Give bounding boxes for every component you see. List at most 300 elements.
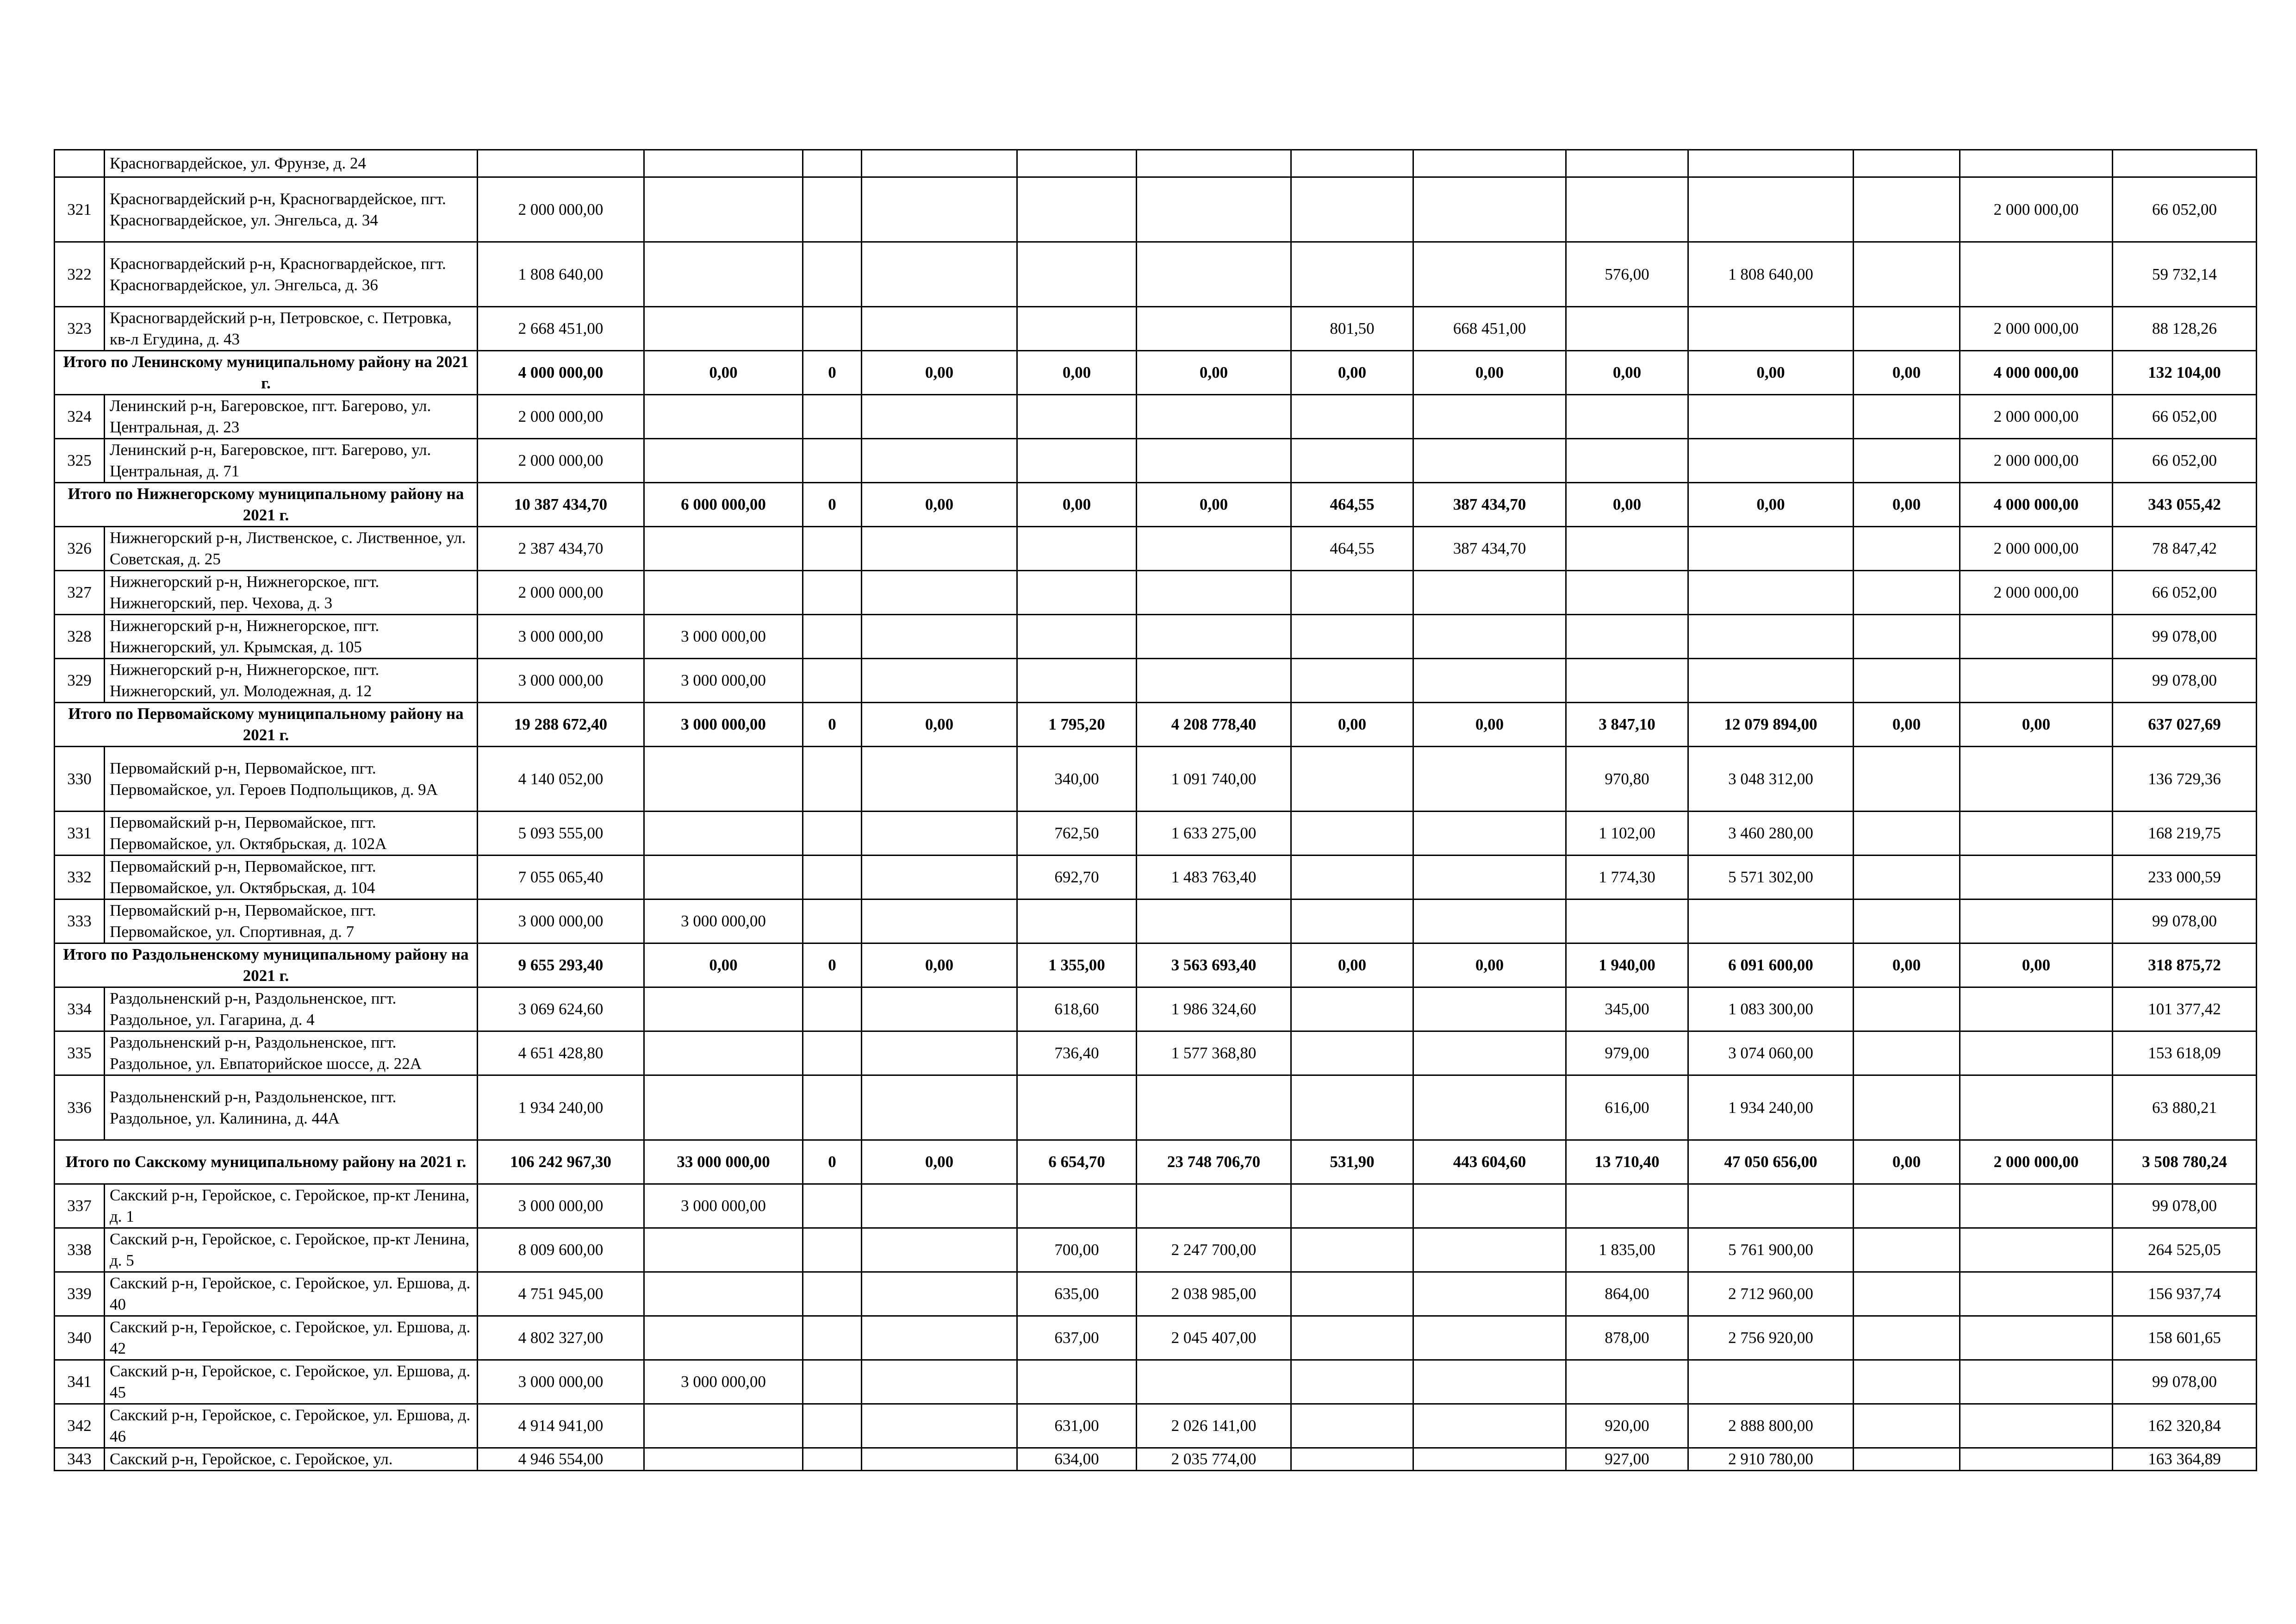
row-number: 341 — [55, 1360, 105, 1404]
value-cell: 6 654,70 — [1017, 1140, 1137, 1184]
value-cell: 920,00 — [1566, 1404, 1688, 1448]
value-cell: 136 729,36 — [2113, 747, 2257, 812]
value-cell: 0,00 — [1960, 943, 2113, 987]
value-cell — [1137, 439, 1291, 483]
value-cell: 158 601,65 — [2113, 1316, 2257, 1360]
value-cell — [1413, 1031, 1566, 1075]
value-cell: 2 247 700,00 — [1137, 1228, 1291, 1272]
value-cell — [1688, 395, 1854, 439]
value-cell — [803, 987, 862, 1031]
address-cell: Раздольненский р-н, Раздольненское, пгт. Раздольное, ул. Гагарина, д. 4 — [105, 987, 478, 1031]
value-cell — [1960, 856, 2113, 899]
value-cell: 616,00 — [1566, 1075, 1688, 1140]
value-cell: 3 000 000,00 — [478, 659, 644, 703]
value-cell — [862, 307, 1017, 351]
value-cell — [644, 527, 803, 571]
value-cell — [1854, 1075, 1960, 1140]
value-cell: 970,80 — [1566, 747, 1688, 812]
subtotal-row — [55, 703, 2257, 747]
table-row — [55, 987, 2257, 1031]
value-cell: 0 — [803, 703, 862, 747]
value-cell — [1854, 1031, 1960, 1075]
value-cell: 9 655 293,40 — [478, 943, 644, 987]
value-cell: 1 940,00 — [1566, 943, 1688, 987]
value-cell — [862, 812, 1017, 856]
value-cell — [1566, 177, 1688, 242]
table-row — [55, 1031, 2257, 1075]
value-cell: 4 208 778,40 — [1137, 703, 1291, 747]
value-cell: 0,00 — [1137, 483, 1291, 527]
value-cell — [1688, 177, 1854, 242]
value-cell — [1413, 747, 1566, 812]
value-cell — [1688, 150, 1854, 177]
value-cell — [803, 1448, 862, 1471]
value-cell — [1137, 307, 1291, 351]
row-number: 329 — [55, 659, 105, 703]
value-cell: 0,00 — [862, 483, 1017, 527]
value-cell — [1854, 1184, 1960, 1228]
value-cell — [1566, 615, 1688, 659]
subtotal-label: Итого по Первомайскому муниципальному району на 2021 г. — [55, 703, 478, 747]
value-cell: 168 219,75 — [2113, 812, 2257, 856]
address-cell: Нижнегорский р-н, Нижнегорское, пгт. Нижнегорский, ул. Молодежная, д. 12 — [105, 659, 478, 703]
value-cell: 1 808 640,00 — [478, 242, 644, 307]
value-cell: 0,00 — [1854, 703, 1960, 747]
value-cell — [1566, 1184, 1688, 1228]
value-cell — [1960, 1075, 2113, 1140]
value-cell — [1137, 1360, 1291, 1404]
value-cell: 12 079 894,00 — [1688, 703, 1854, 747]
value-cell — [1413, 1404, 1566, 1448]
value-cell — [478, 150, 644, 177]
value-cell: 162 320,84 — [2113, 1404, 2257, 1448]
value-cell — [1854, 747, 1960, 812]
row-number: 322 — [55, 242, 105, 307]
value-cell — [1017, 527, 1137, 571]
value-cell: 3 847,10 — [1566, 703, 1688, 747]
value-cell: 531,90 — [1291, 1140, 1413, 1184]
value-cell — [803, 150, 862, 177]
value-cell: 0 — [803, 483, 862, 527]
value-cell — [1960, 1228, 2113, 1272]
value-cell: 3 000 000,00 — [644, 615, 803, 659]
value-cell — [1413, 150, 1566, 177]
value-cell: 2 712 960,00 — [1688, 1272, 1854, 1316]
value-cell: 3 000 000,00 — [478, 899, 644, 943]
value-cell: 0,00 — [1960, 703, 2113, 747]
value-cell — [1137, 899, 1291, 943]
value-cell: 2 000 000,00 — [1960, 439, 2113, 483]
address-cell: Первомайский р-н, Первомайское, пгт. Первомайское, ул. Октябрьская, д. 104 — [105, 856, 478, 899]
value-cell — [1413, 987, 1566, 1031]
value-cell: 66 052,00 — [2113, 439, 2257, 483]
value-cell — [644, 1404, 803, 1448]
value-cell: 576,00 — [1566, 242, 1688, 307]
value-cell — [1566, 150, 1688, 177]
value-cell — [1854, 527, 1960, 571]
value-cell — [1566, 1360, 1688, 1404]
value-cell: 66 052,00 — [2113, 395, 2257, 439]
value-cell: 99 078,00 — [2113, 1184, 2257, 1228]
value-cell: 0 — [803, 943, 862, 987]
value-cell: 2 026 141,00 — [1137, 1404, 1291, 1448]
value-cell: 1 483 763,40 — [1137, 856, 1291, 899]
value-cell — [1017, 150, 1137, 177]
value-cell: 387 434,70 — [1413, 483, 1566, 527]
value-cell: 2 000 000,00 — [1960, 571, 2113, 615]
value-cell — [1960, 747, 2113, 812]
row-number: 332 — [55, 856, 105, 899]
value-cell: 99 078,00 — [2113, 659, 2257, 703]
value-cell — [1137, 395, 1291, 439]
row-number: 321 — [55, 177, 105, 242]
value-cell: 318 875,72 — [2113, 943, 2257, 987]
value-cell: 2 038 985,00 — [1137, 1272, 1291, 1316]
value-cell: 2 035 774,00 — [1137, 1448, 1291, 1471]
value-cell — [1566, 571, 1688, 615]
address-cell: Красногвардейский р-н, Красногвардейское, пгт. Красногвардейское, ул. Энгельса, д. 36 — [105, 242, 478, 307]
value-cell — [1960, 659, 2113, 703]
address-cell: Красногвардейское, ул. Фрунзе, д. 24 — [105, 150, 478, 177]
value-cell: 0 — [803, 351, 862, 395]
value-cell: 2 000 000,00 — [1960, 307, 2113, 351]
value-cell: 637 027,69 — [2113, 703, 2257, 747]
value-cell: 2 000 000,00 — [1960, 527, 2113, 571]
value-cell: 7 055 065,40 — [478, 856, 644, 899]
value-cell — [862, 747, 1017, 812]
value-cell: 464,55 — [1291, 483, 1413, 527]
table-row — [55, 1448, 2257, 1471]
value-cell — [1291, 242, 1413, 307]
value-cell — [1688, 899, 1854, 943]
value-cell — [1291, 615, 1413, 659]
value-cell: 4 802 327,00 — [478, 1316, 644, 1360]
address-cell: Сакский р-н, Геройское, с. Геройское, пр-кт Ленина, д. 1 — [105, 1184, 478, 1228]
row-number: 333 — [55, 899, 105, 943]
value-cell: 66 052,00 — [2113, 177, 2257, 242]
value-cell: 4 751 945,00 — [478, 1272, 644, 1316]
value-cell — [1688, 527, 1854, 571]
value-cell: 3 000 000,00 — [478, 615, 644, 659]
value-cell — [803, 1031, 862, 1075]
value-cell: 3 048 312,00 — [1688, 747, 1854, 812]
value-cell — [803, 1404, 862, 1448]
value-cell — [862, 1360, 1017, 1404]
value-cell: 3 508 780,24 — [2113, 1140, 2257, 1184]
value-cell: 8 009 600,00 — [478, 1228, 644, 1272]
value-cell: 0,00 — [1413, 703, 1566, 747]
value-cell — [1854, 439, 1960, 483]
value-cell — [803, 571, 862, 615]
value-cell: 99 078,00 — [2113, 1360, 2257, 1404]
value-cell — [1413, 659, 1566, 703]
value-cell — [1413, 395, 1566, 439]
value-cell — [644, 1228, 803, 1272]
value-cell — [862, 899, 1017, 943]
value-cell — [644, 242, 803, 307]
value-cell — [1854, 177, 1960, 242]
subtotal-row — [55, 1140, 2257, 1184]
value-cell — [862, 150, 1017, 177]
table-row — [55, 150, 2257, 177]
value-cell — [644, 812, 803, 856]
value-cell — [644, 1272, 803, 1316]
value-cell: 66 052,00 — [2113, 571, 2257, 615]
value-cell — [803, 1184, 862, 1228]
row-number: 337 — [55, 1184, 105, 1228]
value-cell: 2 668 451,00 — [478, 307, 644, 351]
value-cell — [1413, 1228, 1566, 1272]
value-cell: 63 880,21 — [2113, 1075, 2257, 1140]
row-number: 339 — [55, 1272, 105, 1316]
row-number: 334 — [55, 987, 105, 1031]
value-cell: 3 074 060,00 — [1688, 1031, 1854, 1075]
value-cell — [803, 856, 862, 899]
address-cell: Нижнегорский р-н, Лиственское, с. Лиственное, ул. Советская, д. 25 — [105, 527, 478, 571]
value-cell — [862, 571, 1017, 615]
value-cell: 1 102,00 — [1566, 812, 1688, 856]
value-cell: 343 055,42 — [2113, 483, 2257, 527]
value-cell — [1291, 747, 1413, 812]
value-cell — [1854, 150, 1960, 177]
address-cell: Сакский р-н, Геройское, с. Геройское, пр-кт Ленина, д. 5 — [105, 1228, 478, 1272]
address-cell: Нижнегорский р-н, Нижнегорское, пгт. Нижнегорский, пер. Чехова, д. 3 — [105, 571, 478, 615]
value-cell — [1291, 150, 1413, 177]
value-cell — [862, 1448, 1017, 1471]
value-cell — [644, 395, 803, 439]
value-cell — [1137, 659, 1291, 703]
value-cell: 927,00 — [1566, 1448, 1688, 1471]
value-cell — [1854, 615, 1960, 659]
value-cell: 668 451,00 — [1413, 307, 1566, 351]
value-cell: 2 000 000,00 — [478, 571, 644, 615]
value-cell — [1960, 899, 2113, 943]
value-cell: 0,00 — [1566, 351, 1688, 395]
subtotal-row — [55, 943, 2257, 987]
value-cell: 0,00 — [1688, 483, 1854, 527]
value-cell — [1960, 1031, 2113, 1075]
address-cell: Раздольненский р-н, Раздольненское, пгт. Раздольное, ул. Калинина, д. 44А — [105, 1075, 478, 1140]
value-cell: 2 000 000,00 — [478, 395, 644, 439]
value-cell — [1960, 1272, 2113, 1316]
value-cell — [1017, 615, 1137, 659]
table-row — [55, 527, 2257, 571]
table-row — [55, 395, 2257, 439]
value-cell — [644, 1031, 803, 1075]
table-row — [55, 1360, 2257, 1404]
value-cell: 2 888 800,00 — [1688, 1404, 1854, 1448]
value-cell: 2 000 000,00 — [1960, 177, 2113, 242]
value-cell — [1688, 615, 1854, 659]
value-cell — [1291, 987, 1413, 1031]
value-cell — [803, 307, 862, 351]
table-row — [55, 856, 2257, 899]
value-cell — [803, 177, 862, 242]
value-cell — [1854, 1272, 1960, 1316]
row-number: 340 — [55, 1316, 105, 1360]
value-cell: 33 000 000,00 — [644, 1140, 803, 1184]
value-cell — [1960, 812, 2113, 856]
value-cell: 1 774,30 — [1566, 856, 1688, 899]
value-cell — [803, 527, 862, 571]
value-cell: 618,60 — [1017, 987, 1137, 1031]
address-cell: Раздольненский р-н, Раздольненское, пгт. Раздольное, ул. Евпаторийское шоссе, д. 22А — [105, 1031, 478, 1075]
value-cell — [862, 1316, 1017, 1360]
value-cell: 0,00 — [1413, 351, 1566, 395]
value-cell — [803, 812, 862, 856]
address-cell: Первомайский р-н, Первомайское, пгт. Первомайское, ул. Героев Подпольщиков, д. 9А — [105, 747, 478, 812]
table-row — [55, 177, 2257, 242]
table-row — [55, 1228, 2257, 1272]
value-cell: 0,00 — [862, 703, 1017, 747]
address-cell: Сакский р-н, Геройское, с. Геройское, ул. Ершова, д. 45 — [105, 1360, 478, 1404]
table-row — [55, 1184, 2257, 1228]
value-cell: 2 000 000,00 — [478, 439, 644, 483]
value-cell: 2 387 434,70 — [478, 527, 644, 571]
value-cell — [862, 439, 1017, 483]
value-cell — [1960, 1360, 2113, 1404]
table-row — [55, 1404, 2257, 1448]
value-cell — [1017, 899, 1137, 943]
value-cell — [1566, 439, 1688, 483]
value-cell: 736,40 — [1017, 1031, 1137, 1075]
value-cell — [1688, 307, 1854, 351]
value-cell — [1291, 1404, 1413, 1448]
value-cell: 0,00 — [862, 351, 1017, 395]
value-cell: 3 000 000,00 — [644, 899, 803, 943]
value-cell: 3 000 000,00 — [644, 659, 803, 703]
value-cell — [1413, 177, 1566, 242]
value-cell: 2 045 407,00 — [1137, 1316, 1291, 1360]
value-cell: 99 078,00 — [2113, 899, 2257, 943]
value-cell: 13 710,40 — [1566, 1140, 1688, 1184]
value-cell: 1 633 275,00 — [1137, 812, 1291, 856]
value-cell: 0,00 — [644, 943, 803, 987]
table-row — [55, 307, 2257, 351]
value-cell — [1137, 150, 1291, 177]
value-cell — [803, 899, 862, 943]
subtotal-label: Итого по Нижнегорскому муниципальному району на 2021 г. — [55, 483, 478, 527]
value-cell — [1854, 395, 1960, 439]
value-cell — [1291, 1272, 1413, 1316]
value-cell: 4 914 941,00 — [478, 1404, 644, 1448]
value-cell — [1413, 1316, 1566, 1360]
value-cell — [862, 1031, 1017, 1075]
value-cell — [644, 747, 803, 812]
table-row — [55, 659, 2257, 703]
value-cell: 1 934 240,00 — [478, 1075, 644, 1140]
value-cell: 345,00 — [1566, 987, 1688, 1031]
value-cell — [1413, 1184, 1566, 1228]
table-row — [55, 571, 2257, 615]
value-cell — [1566, 307, 1688, 351]
value-cell: 700,00 — [1017, 1228, 1137, 1272]
value-cell — [1291, 1075, 1413, 1140]
value-cell: 864,00 — [1566, 1272, 1688, 1316]
value-cell — [1566, 395, 1688, 439]
value-cell — [1960, 1184, 2113, 1228]
row-number: 324 — [55, 395, 105, 439]
row-number: 325 — [55, 439, 105, 483]
program-table — [54, 149, 2257, 1471]
value-cell — [1291, 1448, 1413, 1471]
address-cell: Первомайский р-н, Первомайское, пгт. Первомайское, ул. Октябрьская, д. 102А — [105, 812, 478, 856]
value-cell — [1854, 571, 1960, 615]
value-cell: 3 069 624,60 — [478, 987, 644, 1031]
value-cell: 3 000 000,00 — [478, 1360, 644, 1404]
value-cell: 0,00 — [1854, 483, 1960, 527]
value-cell: 5 761 900,00 — [1688, 1228, 1854, 1272]
subtotal-label: Итого по Сакскому муниципальному району на 2021 г. — [55, 1140, 478, 1184]
value-cell — [803, 439, 862, 483]
value-cell: 0,00 — [1413, 943, 1566, 987]
address-cell: Первомайский р-н, Первомайское, пгт. Первомайское, ул. Спортивная, д. 7 — [105, 899, 478, 943]
address-cell: Ленинский р-н, Багеровское, пгт. Багерово, ул. Центральная, д. 23 — [105, 395, 478, 439]
table-row — [55, 439, 2257, 483]
address-cell: Сакский р-н, Геройское, с. Геройское, ул. Ершова, д. 40 — [105, 1272, 478, 1316]
value-cell: 3 000 000,00 — [478, 1184, 644, 1228]
value-cell: 1 835,00 — [1566, 1228, 1688, 1272]
value-cell — [1017, 439, 1137, 483]
value-cell: 635,00 — [1017, 1272, 1137, 1316]
value-cell: 3 563 693,40 — [1137, 943, 1291, 987]
value-cell — [1017, 1075, 1137, 1140]
value-cell: 1 083 300,00 — [1688, 987, 1854, 1031]
value-cell — [1688, 571, 1854, 615]
value-cell — [1566, 899, 1688, 943]
value-cell — [1960, 987, 2113, 1031]
value-cell — [1854, 1404, 1960, 1448]
value-cell — [1137, 1075, 1291, 1140]
value-cell — [1137, 615, 1291, 659]
value-cell: 5 571 302,00 — [1688, 856, 1854, 899]
value-cell: 4 946 554,00 — [478, 1448, 644, 1471]
value-cell — [803, 659, 862, 703]
value-cell — [1854, 856, 1960, 899]
value-cell: 0,00 — [862, 1140, 1017, 1184]
value-cell: 878,00 — [1566, 1316, 1688, 1360]
value-cell — [803, 1272, 862, 1316]
value-cell: 264 525,05 — [2113, 1228, 2257, 1272]
value-cell: 340,00 — [1017, 747, 1137, 812]
row-number: 330 — [55, 747, 105, 812]
table-row — [55, 1316, 2257, 1360]
row-number: 326 — [55, 527, 105, 571]
value-cell: 0,00 — [1854, 351, 1960, 395]
value-cell: 979,00 — [1566, 1031, 1688, 1075]
value-cell — [1291, 439, 1413, 483]
value-cell: 47 050 656,00 — [1688, 1140, 1854, 1184]
value-cell — [1854, 987, 1960, 1031]
value-cell — [1854, 1448, 1960, 1471]
value-cell: 4 000 000,00 — [478, 351, 644, 395]
value-cell — [644, 1075, 803, 1140]
value-cell — [644, 1316, 803, 1360]
value-cell — [1688, 439, 1854, 483]
value-cell — [862, 395, 1017, 439]
value-cell — [1413, 812, 1566, 856]
address-cell: Сакский р-н, Геройское, с. Геройское, ул. Ершова, д. 42 — [105, 1316, 478, 1360]
table-body — [55, 150, 2257, 1471]
value-cell: 631,00 — [1017, 1404, 1137, 1448]
value-cell: 1 091 740,00 — [1137, 747, 1291, 812]
value-cell — [644, 307, 803, 351]
value-cell — [862, 177, 1017, 242]
value-cell — [1960, 1404, 2113, 1448]
value-cell — [1291, 1360, 1413, 1404]
value-cell: 10 387 434,70 — [478, 483, 644, 527]
value-cell: 0,00 — [1291, 703, 1413, 747]
